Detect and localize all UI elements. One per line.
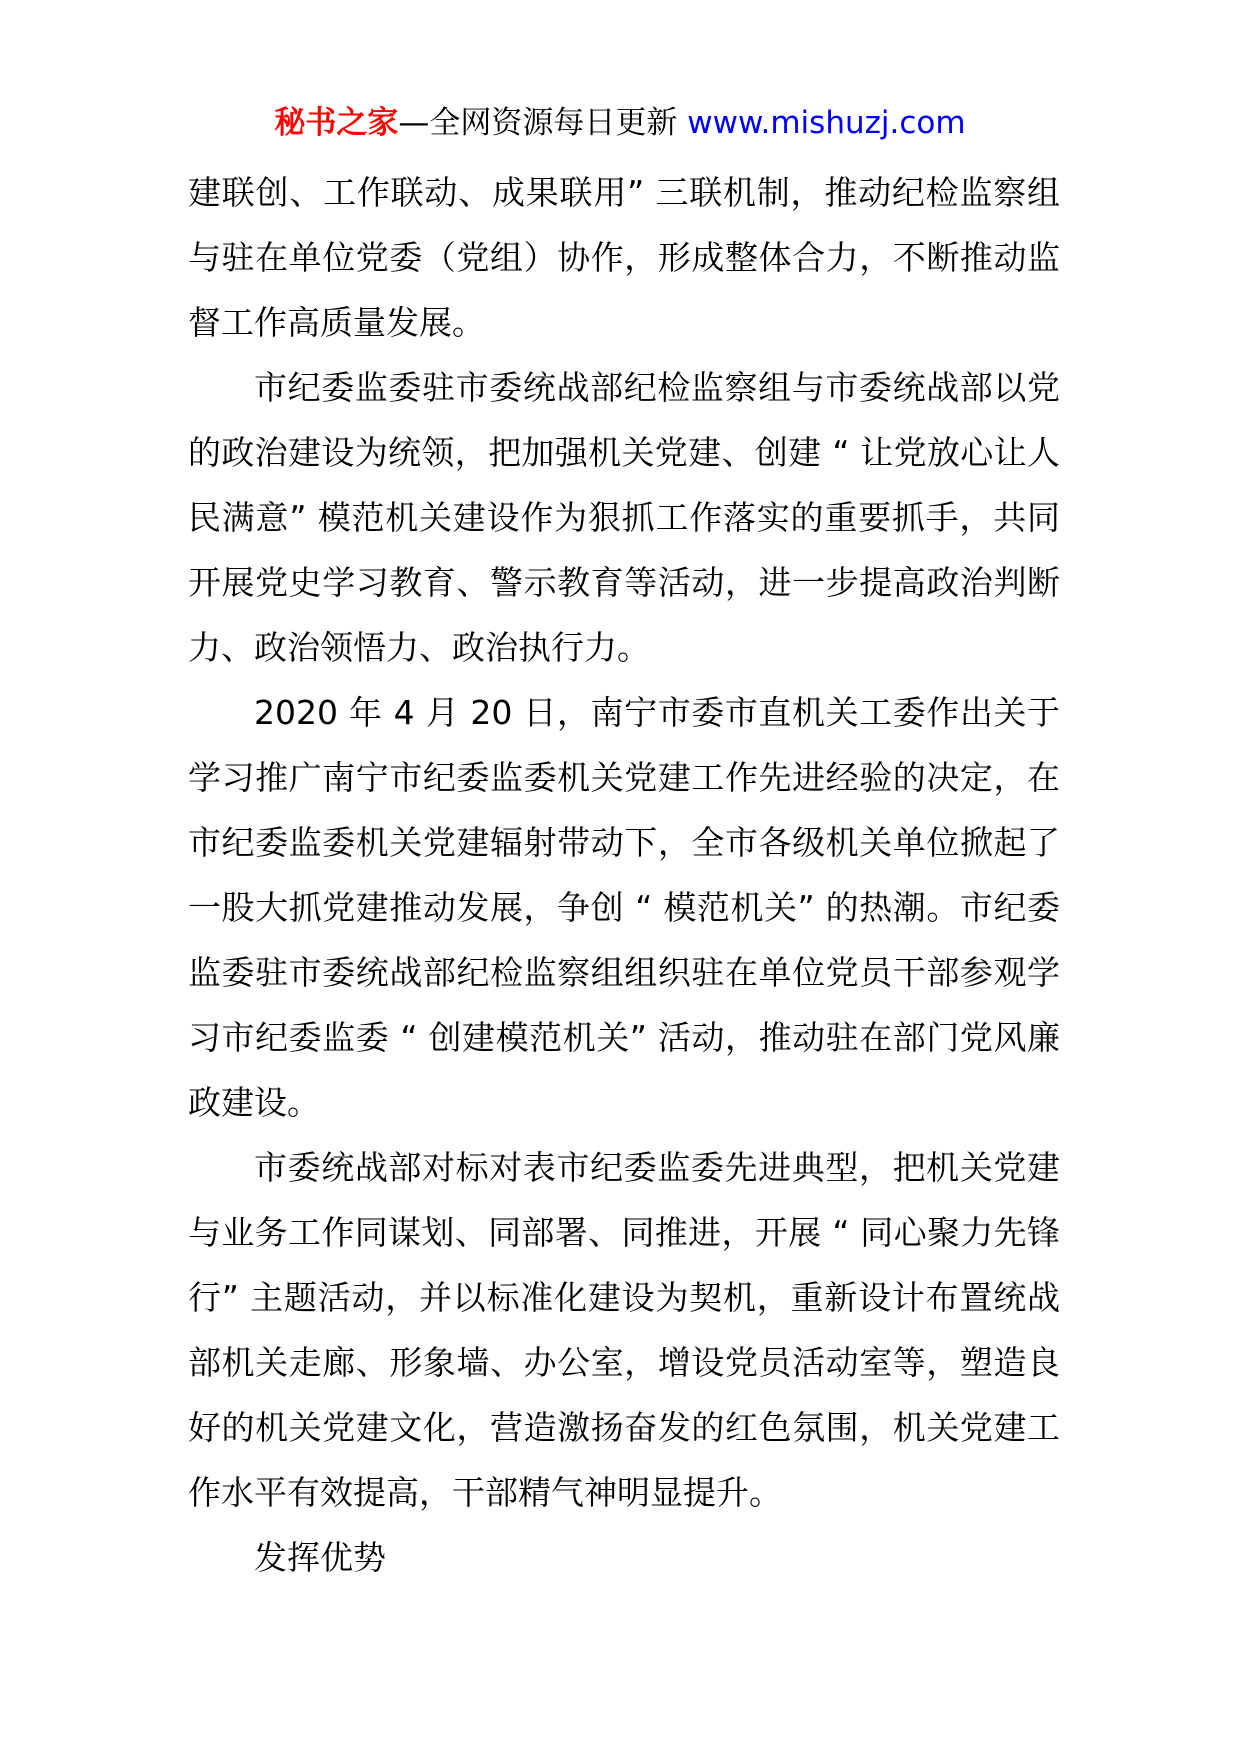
site-brand: 秘书之家 bbox=[274, 105, 399, 141]
paragraph: 市纪委监委驻市委统战部纪检监察组与市委统战部以党的政治建设为统领，把加强机关党建、创建 “ 让党放心让人民满意” 模范机关建设作为狠抓工作落实的重要抓手，共同开展党史学习教育、警示教育等活动，进一步提高政治判断力、政治领悟力、政治执行力。 bbox=[188, 368, 1060, 667]
site-header bbox=[0, 100, 1240, 146]
section-heading: 发挥优势 bbox=[254, 1538, 386, 1577]
document-body bbox=[188, 160, 1060, 1590]
paragraph: 市委统战部对标对表市纪委监委先进典型，把机关党建与业务工作同谋划、同部署、同推进，开展 “ 同心聚力先锋行” 主题活动，并以标准化建设为契机，重新设计布置统战部机关走廊、形象墙、办公室，增设党员活动室等，塑造良好的机关党建文化，营造激扬奋发的红色氛围，机关党建工作水平有效提高，干部精气神明显提升。 bbox=[188, 1148, 1060, 1512]
site-tagline: —全网资源每日更新 bbox=[398, 105, 678, 141]
site-url-link[interactable]: www.mishuzj.com bbox=[687, 105, 966, 141]
paragraph: 2020 年 4 月 20 日，南宁市委市直机关工委作出关于学习推广南宁市纪委监委机关党建工作先进经验的决定，在市纪委监委机关党建辐射带动下，全市各级机关单位掀起了一股大抓党建推动发展，争创 “ 模范机关” 的热潮。市纪委监委驻市委统战部纪检监察组组织驻在单位党员干部参观学习市纪委监委 “ 创建模范机关” 活动，推动驻在部门党风廉政建设。 bbox=[188, 693, 1060, 1122]
paragraph-continuation: 建联创、工作联动、成果联用” 三联机制，推动纪检监察组与驻在单位党委（党组）协作，形成整体合力，不断推动监督工作高质量发展。 bbox=[188, 173, 1060, 342]
